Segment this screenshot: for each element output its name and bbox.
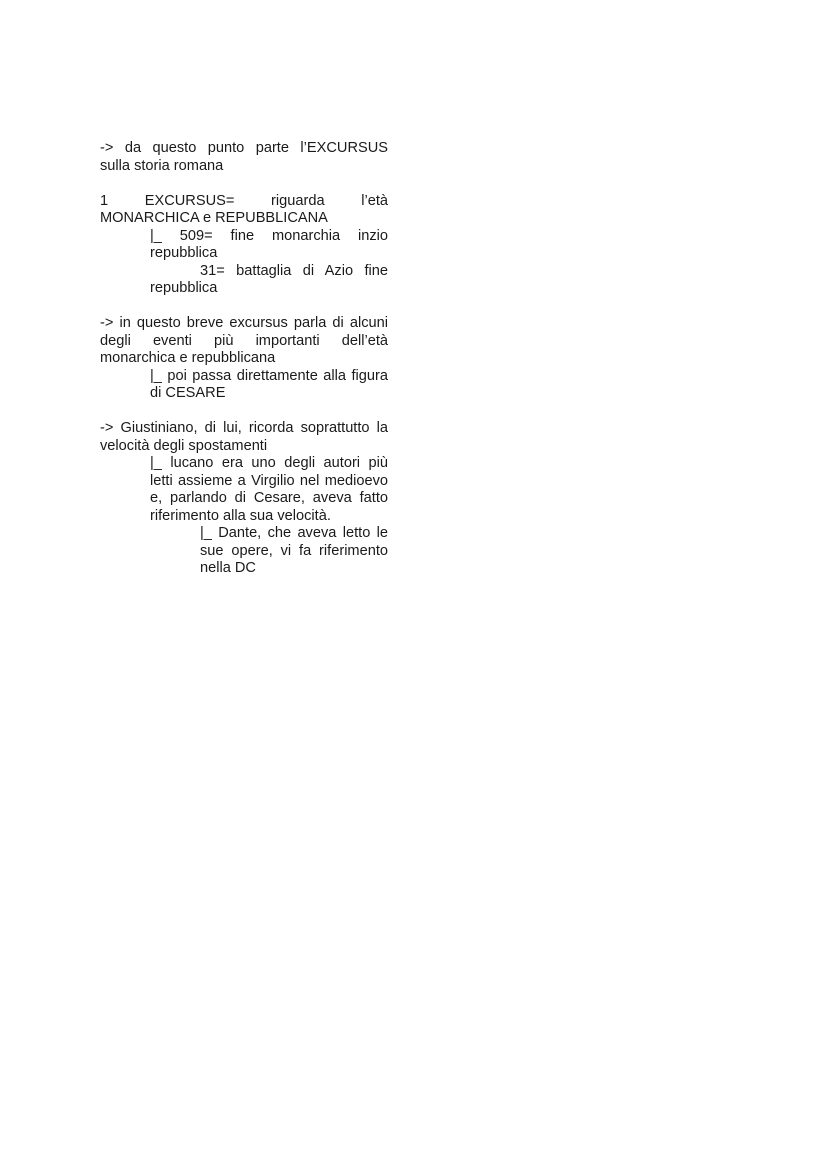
intro-line-1: -> da questo punto parte l’EXCURSUS xyxy=(100,140,388,156)
excursus-sub-509: |_ 509= fine monarchia inzio repubblica xyxy=(150,227,388,261)
intro-line-2: sulla storia romana xyxy=(100,157,224,174)
excursus-number: 1 xyxy=(100,192,109,209)
brief-excursus-text: -> in questo breve excursus parla di alcuni degli eventi più importanti dell’età monarchica e repubblicana xyxy=(100,315,388,366)
brief-excursus-sub: |_ poi passa direttamente alla figura di CESARE xyxy=(150,367,388,401)
excursus-sub-31-cont: repubblica xyxy=(150,280,218,296)
excursus-sub-31: 31= battaglia di Azio fine xyxy=(200,262,388,279)
dante-sub: |_ Dante, che aveva letto le sue opere, vi fa riferimento nella DC xyxy=(200,525,388,576)
lucano-sub: |_ lucano era uno degli autori più letti assieme a Virgilio nel medioevo e, parlando di Cesare, aveva fatto riferimento alla sua velocità. xyxy=(150,455,388,524)
excursus-age: l’età xyxy=(361,192,388,209)
intro-block xyxy=(100,140,388,175)
excursus-verb: riguarda xyxy=(271,192,325,209)
excursus-heading-line-2: MONARCHICA e REPUBBLICANA xyxy=(100,210,328,226)
notes-column xyxy=(100,140,388,595)
giustiniano-block xyxy=(100,420,388,578)
brief-excursus-block xyxy=(100,315,388,403)
excursus-heading-line xyxy=(100,193,388,211)
excursus-block xyxy=(100,193,388,298)
excursus-word: EXCURSUS= xyxy=(144,192,235,209)
giustiniano-text: -> Giustiniano, di lui, ricorda soprattutto la velocità degli spostamenti xyxy=(100,420,388,454)
